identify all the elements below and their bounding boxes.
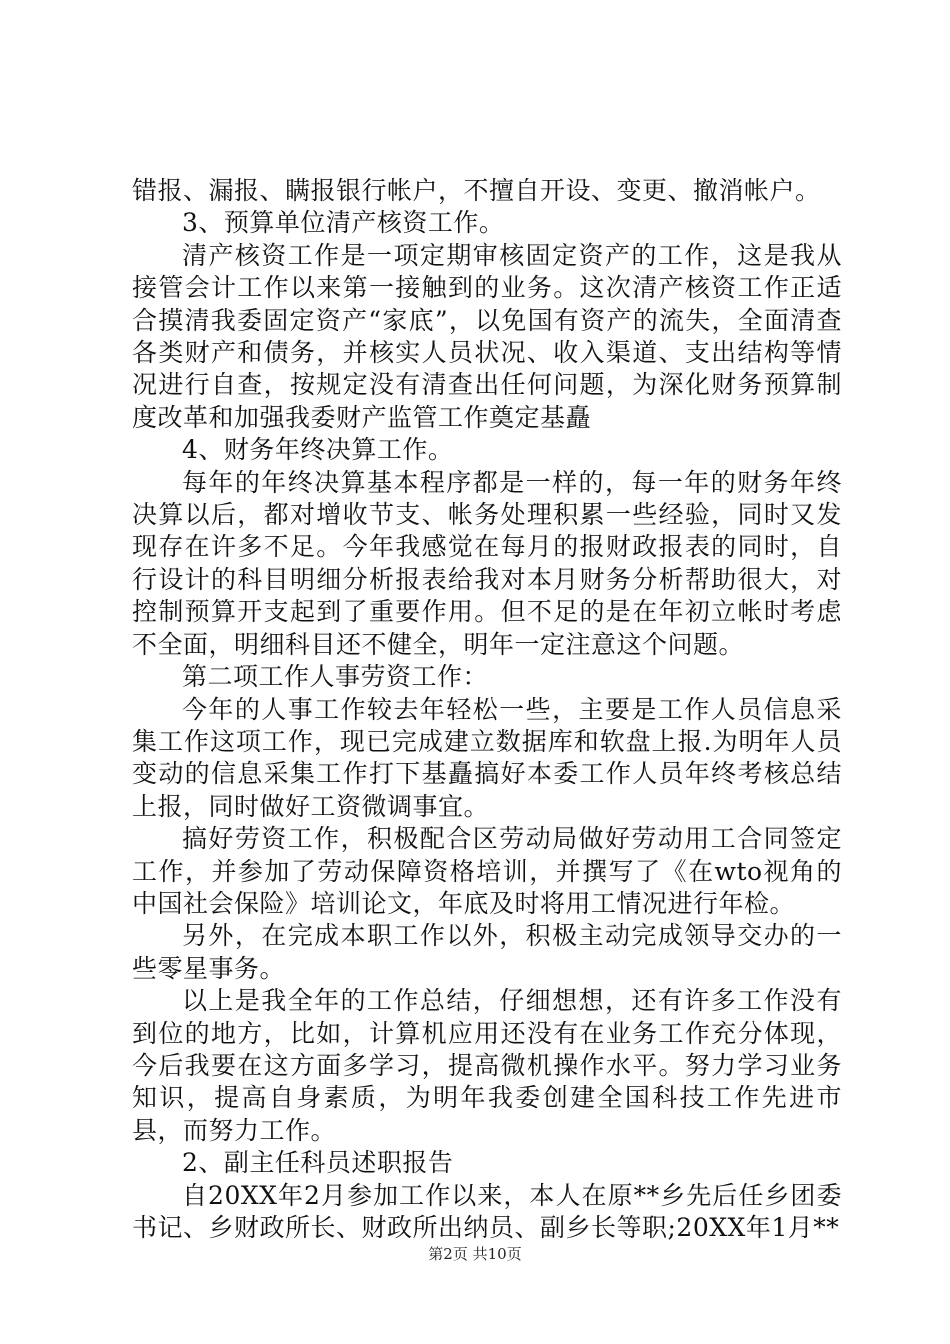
paragraph: 清产核资工作是一项定期审核固定资产的工作，这是我从接管会计工作以来第一接触到的业务。这次清产核资工作正适合摸清我委固定资产“家底”，以免国有资产的流失，全面清查各类财产和债务，并核实人员状况、收入渠道、支出结构等情况进行自查，按规定没有清查出任何问题，为深化财务预算制度改革和加强我委财产监管工作奠定基矗: [132, 240, 842, 432]
document-body: [132, 175, 842, 1244]
paragraph: 错报、漏报、瞒报银行帐户，不擅自开设、变更、撤消帐户。: [132, 176, 821, 205]
section-heading: 第二项工作人事劳资工作：: [182, 662, 489, 692]
paragraph: 以上是我全年的工作总结，仔细想想，还有许多工作没有到位的地方，比如，计算机应用还没有在业务工作充分体现，今后我要在这方面多学习，提高微机操作水平。努力学习业务知识，提高自身素质，为明年我委创建全国科技工作先进市县，而努力工作。: [132, 986, 842, 1145]
paragraph: 另外，在完成本职工作以外，积极主动完成领导交办的一些零星事务。: [132, 921, 842, 983]
paragraph: 今年的人事工作较去年轻松一些，主要是工作人员信息采集工作这项工作，现已完成建立数据库和软盘上报.为明年人员变动的信息采集工作打下基矗搞好本委工作人员年终考核总结上报，同时做好工资微调事宜。: [132, 694, 842, 821]
paragraph: 每年的年终决算基本程序都是一样的，每一年的财务年终决算以后，都对增收节支、帐务处理积累一些经验，同时又发现存在许多不足。今年我感觉在每月的报财政报表的同时，自行设计的科目明细分析报表给我对本月财务分析帮助很大，对控制预算开支起到了重要作用。但不足的是在年初立帐时考虑不全面，明细科目还不健全，明年一定注意这个问题。: [132, 467, 842, 659]
paragraph: 自20XX年2月参加工作以来，本人在原**乡先后任乡团委书记、乡财政所长、财政所出纳员、副乡长等职;20XX年1月**: [132, 1180, 842, 1242]
section-heading: 2、副主任科员述职报告: [182, 1148, 454, 1178]
page-footer: 第2页 共10页: [428, 1245, 522, 1263]
section-heading: 3、预算单位清产核资工作。: [182, 208, 505, 238]
paragraph: 搞好劳资工作，积极配合区劳动局做好劳动用工合同签定工作，并参加了劳动保障资格培训，并撰写了《在wto视角的中国社会保险》培训论文，年底及时将用工情况进行年检。: [132, 824, 842, 918]
section-heading: 4、财务年终决算工作。: [182, 435, 454, 465]
